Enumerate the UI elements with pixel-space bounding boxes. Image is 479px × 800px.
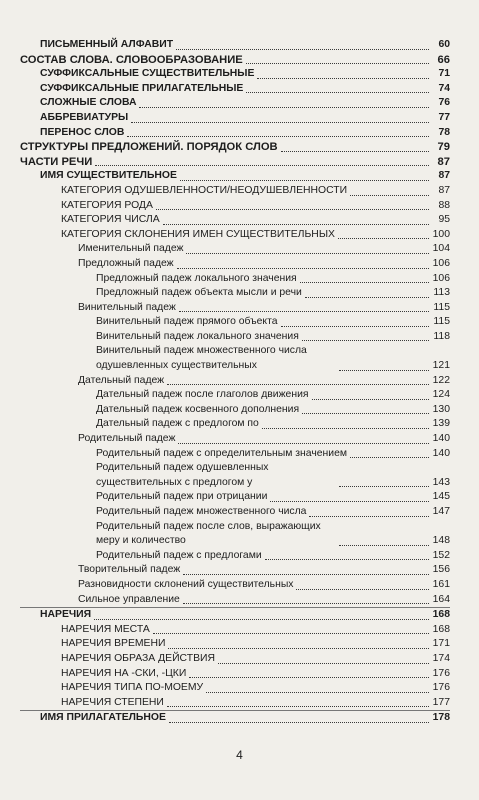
toc-entry-page: 140 xyxy=(432,433,450,445)
toc-entry xyxy=(20,667,450,682)
toc-entry-title: Родительный падеж с предлогами xyxy=(96,549,262,561)
toc-entry-title: Родительный падеж с определительным значением xyxy=(96,447,347,459)
dot-leader xyxy=(305,297,429,298)
toc-entry xyxy=(20,140,450,155)
dot-leader xyxy=(246,63,429,64)
toc-entry-title: Предложный падеж объекта мысли и речи xyxy=(96,287,302,299)
dot-leader xyxy=(312,399,430,400)
toc-entry-page: 145 xyxy=(432,491,450,503)
toc-entry-title: Родительный падеж множественного числа xyxy=(96,506,307,517)
dot-leader xyxy=(127,136,429,137)
toc-entry-page: 104 xyxy=(432,243,450,255)
toc-entry-page: 121 xyxy=(432,360,450,372)
toc-entry xyxy=(20,213,450,228)
toc-entry-page: 106 xyxy=(432,272,450,284)
dot-leader xyxy=(167,706,429,707)
toc-entry xyxy=(20,623,450,638)
toc-entry xyxy=(20,228,450,243)
toc-entry-page: 161 xyxy=(432,578,450,590)
dot-leader xyxy=(139,107,429,108)
toc-entry-page: 118 xyxy=(433,330,450,342)
toc-entry-page: 148 xyxy=(432,535,450,547)
toc-entry xyxy=(20,432,450,447)
toc-entry-page: 147 xyxy=(432,506,450,517)
toc-entry-page: 87 xyxy=(437,155,450,168)
dot-leader xyxy=(186,253,429,254)
dot-leader xyxy=(339,486,429,487)
dot-leader xyxy=(178,443,429,444)
toc-entry xyxy=(20,315,450,330)
toc-entry xyxy=(20,169,450,184)
toc-entry-title: СУФФИКСАЛЬНЫЕ ПРИЛАГАТЕЛЬНЫЕ xyxy=(40,82,244,94)
toc-entry xyxy=(20,549,450,564)
toc-entry-title: Дательный падеж после глаголов движения xyxy=(96,389,309,401)
toc-entry xyxy=(20,417,450,432)
toc-entry-title: Винительный падеж множественного числа одушевленных существительных xyxy=(96,345,307,372)
toc-entry xyxy=(20,652,450,667)
toc-entry-page: 87 xyxy=(438,184,450,196)
dot-leader xyxy=(169,722,429,723)
toc-entry-page: 87 xyxy=(438,170,450,182)
dot-leader xyxy=(176,49,429,50)
toc-entry xyxy=(20,111,450,126)
dot-leader xyxy=(265,559,429,560)
toc-entry-title: Предложный падеж xyxy=(78,257,174,269)
toc-entry-page: 178 xyxy=(432,712,450,724)
toc-entry xyxy=(20,155,450,170)
dot-leader xyxy=(131,122,429,123)
toc-entry-title: КАТЕГОРИЯ СКЛОНЕНИЯ ИМЕН СУЩЕСТВИТЕЛЬНЫХ xyxy=(61,228,335,240)
toc-entry-page: 156 xyxy=(432,564,450,576)
toc-entry-title: СОСТАВ СЛОВА. СЛОВООБРАЗОВАНИЕ xyxy=(20,53,243,66)
toc-entry xyxy=(20,242,450,257)
toc-entry-title: АББРЕВИАТУРЫ xyxy=(40,111,129,123)
toc-entry-page: 76 xyxy=(438,97,450,109)
dot-leader xyxy=(262,428,429,429)
toc-entry xyxy=(20,67,450,82)
toc-entry-title: СУФФИКСАЛЬНЫЕ СУЩЕСТВИТЕЛЬНЫЕ xyxy=(40,68,255,80)
dot-leader xyxy=(270,501,429,502)
dot-leader xyxy=(179,311,429,312)
toc-entry-page: 106 xyxy=(432,257,450,269)
toc-entry-page: 130 xyxy=(432,403,450,415)
dot-leader xyxy=(206,692,429,693)
toc-entry-title: НАРЕЧИЯ ВРЕМЕНИ xyxy=(61,638,166,650)
toc-entry xyxy=(20,272,450,287)
dot-leader xyxy=(153,633,429,634)
dot-leader xyxy=(163,224,429,225)
toc-entry-title: Винительный падеж прямого объекта xyxy=(96,316,278,328)
table-of-contents xyxy=(20,38,450,726)
toc-entry-title: НАРЕЧИЯ НА -СКИ, -ЦКИ xyxy=(61,667,187,679)
toc-entry xyxy=(20,461,450,490)
dot-leader xyxy=(94,619,429,620)
toc-entry xyxy=(20,184,450,199)
toc-entry-page: 95 xyxy=(438,214,450,226)
toc-entry-page: 176 xyxy=(432,682,450,694)
toc-entry xyxy=(20,96,450,111)
toc-entry-page: 174 xyxy=(432,652,450,664)
toc-entry-title: СЛОЖНЫЕ СЛОВА xyxy=(40,97,137,109)
toc-entry-page: 168 xyxy=(432,609,450,621)
dot-leader xyxy=(167,384,429,385)
toc-entry-title: НАРЕЧИЯ xyxy=(40,609,92,621)
toc-entry-page: 152 xyxy=(432,549,450,561)
toc-entry xyxy=(20,330,450,345)
dot-leader xyxy=(350,457,429,458)
toc-entry-title: Сильное управление xyxy=(78,593,180,605)
toc-entry-title: Дательный падеж xyxy=(78,374,165,386)
toc-entry-title: Творительный падеж xyxy=(78,564,181,576)
toc-entry-title: ПИСЬМЕННЫЙ АЛФАВИТ xyxy=(40,39,174,50)
toc-entry-title: ПЕРЕНОС СЛОВ xyxy=(40,126,125,138)
dot-leader xyxy=(177,268,429,269)
toc-entry-title: НАРЕЧИЯ ОБРАЗА ДЕЙСТВИЯ xyxy=(61,652,215,664)
toc-entry xyxy=(20,710,450,726)
dot-leader xyxy=(180,180,429,181)
toc-entry xyxy=(20,53,450,68)
toc-entry-page: 74 xyxy=(438,82,450,94)
toc-entry xyxy=(20,38,450,53)
dot-leader xyxy=(246,92,429,93)
toc-entry-title: КАТЕГОРИЯ ОДУШЕВЛЕННОСТИ/НЕОДУШЕВЛЕННОСТИ xyxy=(61,184,348,196)
toc-entry xyxy=(20,447,450,462)
toc-entry xyxy=(20,696,450,711)
toc-entry-page: 168 xyxy=(432,623,450,635)
dot-leader xyxy=(189,677,429,678)
toc-entry-title: Дательный падеж с предлогом по xyxy=(96,418,259,430)
toc-entry-page: 143 xyxy=(432,476,450,488)
dot-leader xyxy=(183,603,429,604)
toc-entry-title: ЧАСТИ РЕЧИ xyxy=(20,155,93,168)
toc-entry xyxy=(20,490,450,505)
toc-entry xyxy=(20,578,450,593)
toc-entry xyxy=(20,563,450,578)
toc-entry-page: 113 xyxy=(433,287,450,299)
toc-entry-title: Родительный падеж xyxy=(78,433,176,445)
toc-entry-title: КАТЕГОРИЯ РОДА xyxy=(61,199,153,211)
toc-entry xyxy=(20,403,450,418)
toc-entry-page: 140 xyxy=(432,447,450,459)
dot-leader xyxy=(156,209,429,210)
dot-leader xyxy=(339,370,429,371)
dot-leader xyxy=(281,326,429,327)
toc-entry-page: 171 xyxy=(432,638,450,650)
toc-entry-page: 124 xyxy=(432,389,450,401)
toc-entry xyxy=(20,607,450,623)
toc-entry xyxy=(20,637,450,652)
toc-entry-page: 60 xyxy=(438,39,450,50)
toc-entry-page: 115 xyxy=(433,316,450,328)
toc-entry-title: Винительный падеж локального значения xyxy=(96,330,299,342)
dot-leader xyxy=(339,545,429,546)
toc-entry-title: ИМЯ СУЩЕСТВИТЕЛЬНОЕ xyxy=(40,170,177,182)
dot-leader xyxy=(168,648,429,649)
toc-entry-title: НАРЕЧИЯ ТИПА ПО-МОЕМУ xyxy=(61,682,204,694)
toc-entry-title: Дательный падеж косвенного дополнения xyxy=(96,403,300,415)
dot-leader xyxy=(296,589,429,590)
toc-entry-page: 78 xyxy=(438,126,450,138)
dot-leader xyxy=(309,516,429,517)
dot-leader xyxy=(350,195,429,196)
toc-entry-page: 139 xyxy=(432,418,450,430)
dot-leader xyxy=(95,165,429,166)
toc-entry-page: 100 xyxy=(432,228,450,240)
toc-entry-page: 176 xyxy=(432,667,450,679)
toc-entry xyxy=(20,388,450,403)
toc-entry xyxy=(20,126,450,141)
page-number: 4 xyxy=(236,748,243,762)
toc-entry-title: Родительный падеж после слов, выражающих меру и количество xyxy=(96,520,321,547)
toc-entry-title: Разновидности склонений существительных xyxy=(78,578,294,590)
toc-entry xyxy=(20,374,450,389)
toc-entry xyxy=(20,520,450,549)
toc-entry-title: НАРЕЧИЯ СТЕПЕНИ xyxy=(61,696,164,708)
toc-entry-title: Родительный падеж при отрицании xyxy=(96,491,268,503)
toc-entry-page: 88 xyxy=(438,199,450,211)
toc-entry xyxy=(20,593,450,608)
toc-entry xyxy=(20,344,450,373)
toc-entry-page: 122 xyxy=(432,374,450,386)
toc-entry xyxy=(20,301,450,316)
dot-leader xyxy=(183,574,429,575)
toc-entry-page: 177 xyxy=(432,696,450,708)
toc-entry-page: 77 xyxy=(438,111,450,123)
dot-leader xyxy=(300,282,429,283)
toc-entry xyxy=(20,199,450,214)
dot-leader xyxy=(218,663,429,664)
toc-entry xyxy=(20,505,450,520)
dot-leader xyxy=(338,238,429,239)
toc-entry xyxy=(20,257,450,272)
toc-entry-page: 164 xyxy=(432,593,450,605)
toc-entry-title: КАТЕГОРИЯ ЧИСЛА xyxy=(61,214,160,226)
book-page xyxy=(20,0,460,800)
toc-entry xyxy=(20,82,450,97)
toc-entry-title: СТРУКТУРЫ ПРЕДЛОЖЕНИЙ. ПОРЯДОК СЛОВ xyxy=(20,141,278,154)
toc-entry-title: ИМЯ ПРИЛАГАТЕЛЬНОЕ xyxy=(40,712,166,724)
toc-entry-title: НАРЕЧИЯ МЕСТА xyxy=(61,623,150,635)
dot-leader xyxy=(281,151,429,152)
toc-entry-title: Родительный падеж одушевленных существительных с предлогом у xyxy=(96,462,269,488)
dot-leader xyxy=(302,340,429,341)
toc-entry-page: 66 xyxy=(437,53,450,66)
toc-entry-page: 79 xyxy=(437,141,450,154)
dot-leader xyxy=(302,413,429,414)
dot-leader xyxy=(257,78,429,79)
toc-entry-title: Винительный падеж xyxy=(78,301,176,313)
toc-entry-page: 115 xyxy=(433,301,450,313)
toc-entry-page: 71 xyxy=(438,68,450,80)
toc-entry-title: Именительный падеж xyxy=(78,243,184,255)
toc-entry xyxy=(20,286,450,301)
toc-entry xyxy=(20,681,450,696)
toc-entry-title: Предложный падеж локального значения xyxy=(96,272,297,284)
